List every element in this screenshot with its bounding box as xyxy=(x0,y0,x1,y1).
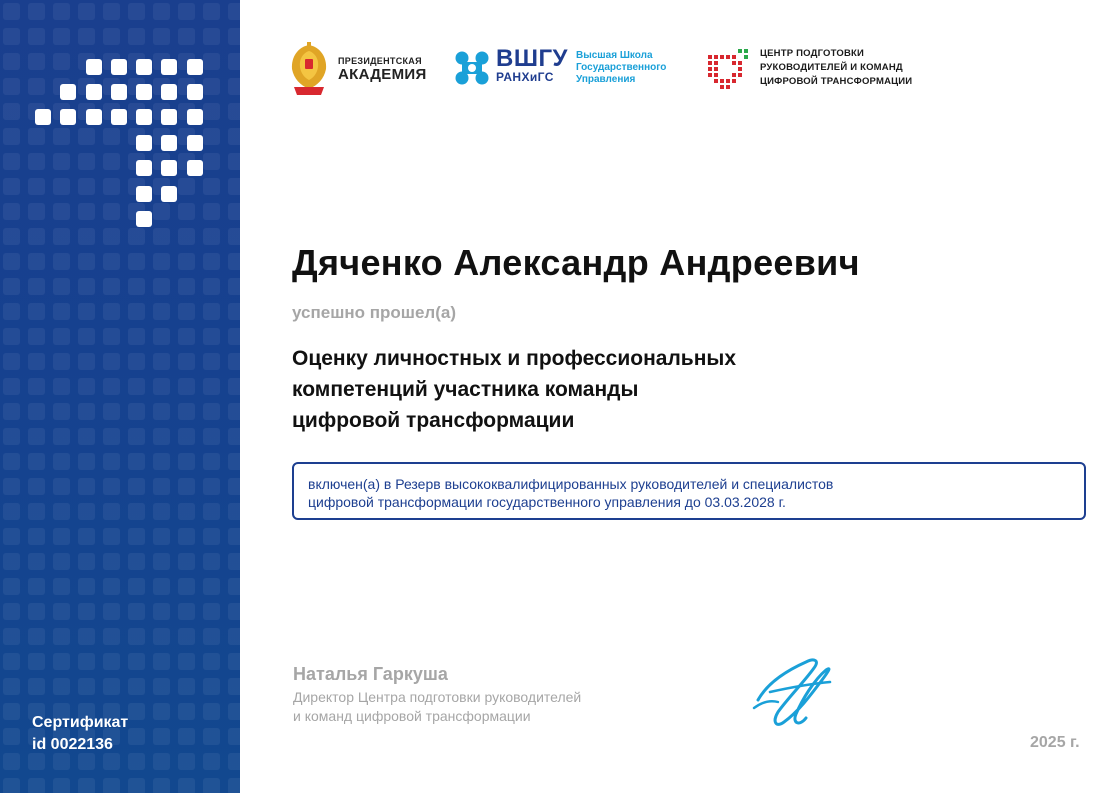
certificate-id-block xyxy=(32,712,128,756)
center-logo xyxy=(706,38,912,98)
academy-name-line1: ПРЕЗИДЕНТСКАЯ xyxy=(338,56,422,66)
vshgu-logo xyxy=(454,38,666,98)
vshgu-subtitle: РАНХиГС xyxy=(496,70,554,84)
course-title-line1: Оценку личностных и профессиональных xyxy=(292,347,736,370)
issue-year: 2025 г. xyxy=(1030,734,1080,751)
signer-role-line2: и команд цифровой трансформации xyxy=(293,708,531,724)
vshgu-title: ВШГУ xyxy=(496,45,568,72)
reserve-notice-line2: цифровой трансформации государственного управления до 03.03.2028 г. xyxy=(308,494,786,510)
course-title-line3: цифровой трансформации xyxy=(292,409,575,432)
academy-logo xyxy=(288,38,427,98)
dot-pattern-decoration xyxy=(0,0,240,793)
signer-role-line1: Директор Центра подготовки руководителей xyxy=(293,689,582,705)
vshgu-desc-line2: Государственного xyxy=(575,62,667,73)
center-name-line1: ЦЕНТР ПОДГОТОВКИ xyxy=(760,48,865,59)
left-decor-panel xyxy=(0,0,240,793)
academy-name-line2: АКАДЕМИЯ xyxy=(338,66,427,83)
course-title-line2: компетенций участника команды xyxy=(292,378,639,401)
center-name-line2: РУКОВОДИТЕЛЕЙ И КОМАНД xyxy=(760,62,903,73)
certificate-id: id 0022136 xyxy=(32,736,113,753)
vshgu-desc-line1: Высшая Школа xyxy=(575,50,653,61)
reserve-notice-box xyxy=(292,462,1086,520)
reserve-notice-line1: включен(а) в Резерв высококвалифицированных руководителей и специалистов xyxy=(308,476,834,492)
signer-role xyxy=(293,688,581,726)
center-name-line3: ЦИФРОВОЙ ТРАНСФОРМАЦИИ xyxy=(760,76,913,87)
pixel-shield-icon xyxy=(706,45,752,91)
certificate-label: Сертификат xyxy=(32,714,129,731)
vshgu-desc-line3: Управления xyxy=(575,74,636,85)
eagle-emblem-icon xyxy=(288,39,330,97)
handwritten-signature-icon xyxy=(748,652,838,734)
passed-caption: успешно прошел(а) xyxy=(292,303,456,322)
course-title xyxy=(292,343,736,436)
vshgu-dots-icon xyxy=(454,50,490,86)
signer-name: Наталья Гаркуша xyxy=(293,664,448,684)
recipient-name: Дяченко Александр Андреевич xyxy=(292,242,860,283)
